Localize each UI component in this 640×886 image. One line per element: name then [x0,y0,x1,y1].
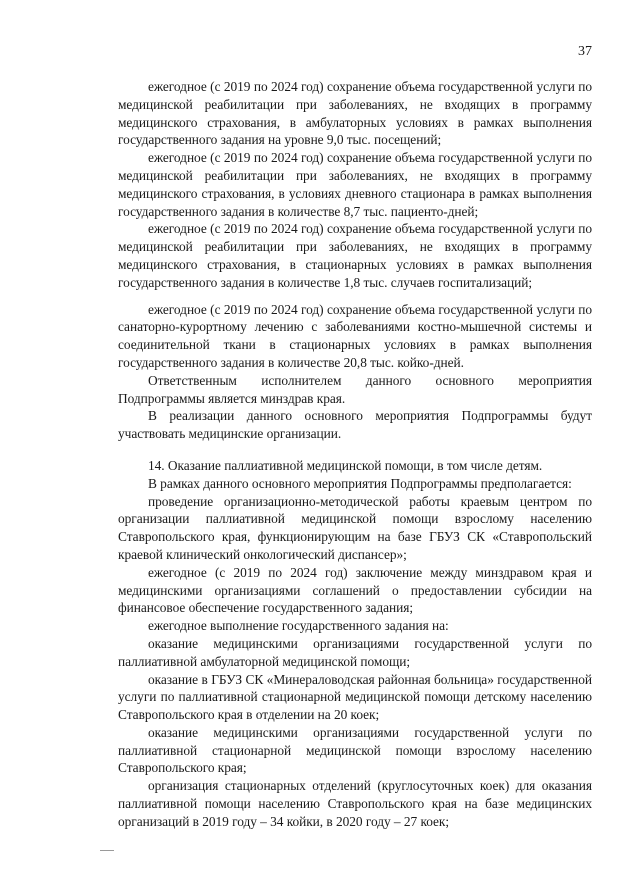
paragraph: ежегодное выполнение государственного задания на: [148,618,449,634]
paragraph: ежегодное (с 2019 по 2024 год) сохранение объема государственной услуги по медицинской реабилитации при заболеваниях, не входящих в программу медицинского страхования, в стационарных условиях в рамках выполнения государственного задания в количестве 1,8 тыс. случаев госпитализаций; [118,221,592,290]
paragraph: В реализации данного основного мероприятия Подпрограммы будут участвовать медицинские организации. [118,408,592,442]
page-number: 37 [578,44,592,59]
paragraph: ежегодное (с 2019 по 2024 год) сохранение объема государственной услуги по санаторно-курортному лечению с заболеваниями костно-мышечной системы и соединительной ткани в стационарных условиях в рамках выполнения государственного задания в количестве 20,8 тыс. койко-дней. [118,301,592,370]
paragraph: ежегодное (с 2019 по 2024 год) сохранение объема государственной услуги по медицинской реабилитации при заболеваниях, не входящих в программу медицинского страхования, в амбулаторных условиях в рамках выполнения государственного задания на уровне 9,0 тыс. посещений; [118,79,592,148]
document-body [118,78,592,831]
paragraph: Ответственным исполнителем данного основного мероприятия Подпрограммы является минздрав края. [118,372,592,406]
paragraph: оказание в ГБУЗ СК «Минераловодская районная больница» государственной услуги по паллиативной стационарной медицинской помощи детскому населению Ставропольского края в отделении на 20 коек; [118,671,592,723]
paragraph: проведение организационно-методической работы краевым центром по организации паллиативной медицинской помощи взрослому населению Ставропольского края, функционирующим на базе ГБУЗ СК «Ставропольский краевой клинический онкологический диспансер»; [118,493,592,562]
section-heading: 14. Оказание паллиативной медицинской помощи, в том числе детям. [148,457,543,473]
paragraph: ежегодное (с 2019 по 2024 год) сохранение объема государственной услуги по медицинской реабилитации при заболеваниях, не входящих в программу медицинского страхования, в условиях дневного стационара в рамках выполнения государственного задания в количестве 8,7 тыс. пациенто-дней; [118,150,592,219]
paragraph: ежегодное (с 2019 по 2024 год) заключение между минздравом края и медицинскими организациями соглашений о предоставлении субсидии на финансовое обеспечение государственного задания; [118,564,592,616]
paragraph: В рамках данного основного мероприятия Подпрограммы предполагается: [148,475,572,491]
paragraph: оказание медицинскими организациями государственной услуги по паллиативной амбулаторной медицинской помощи; [118,635,592,669]
scan-mark [100,850,114,851]
paragraph: организация стационарных отделений (круглосуточных коек) для оказания паллиативной помощи населению Ставропольского края на базе медицинских организаций в 2019 году – 34 койки, в 2020 году – 27 коек; [118,778,592,829]
paragraph: оказание медицинскими организациями государственной услуги по паллиативной стационарной медицинской помощи взрослому населению Ставропольского края; [118,724,592,776]
